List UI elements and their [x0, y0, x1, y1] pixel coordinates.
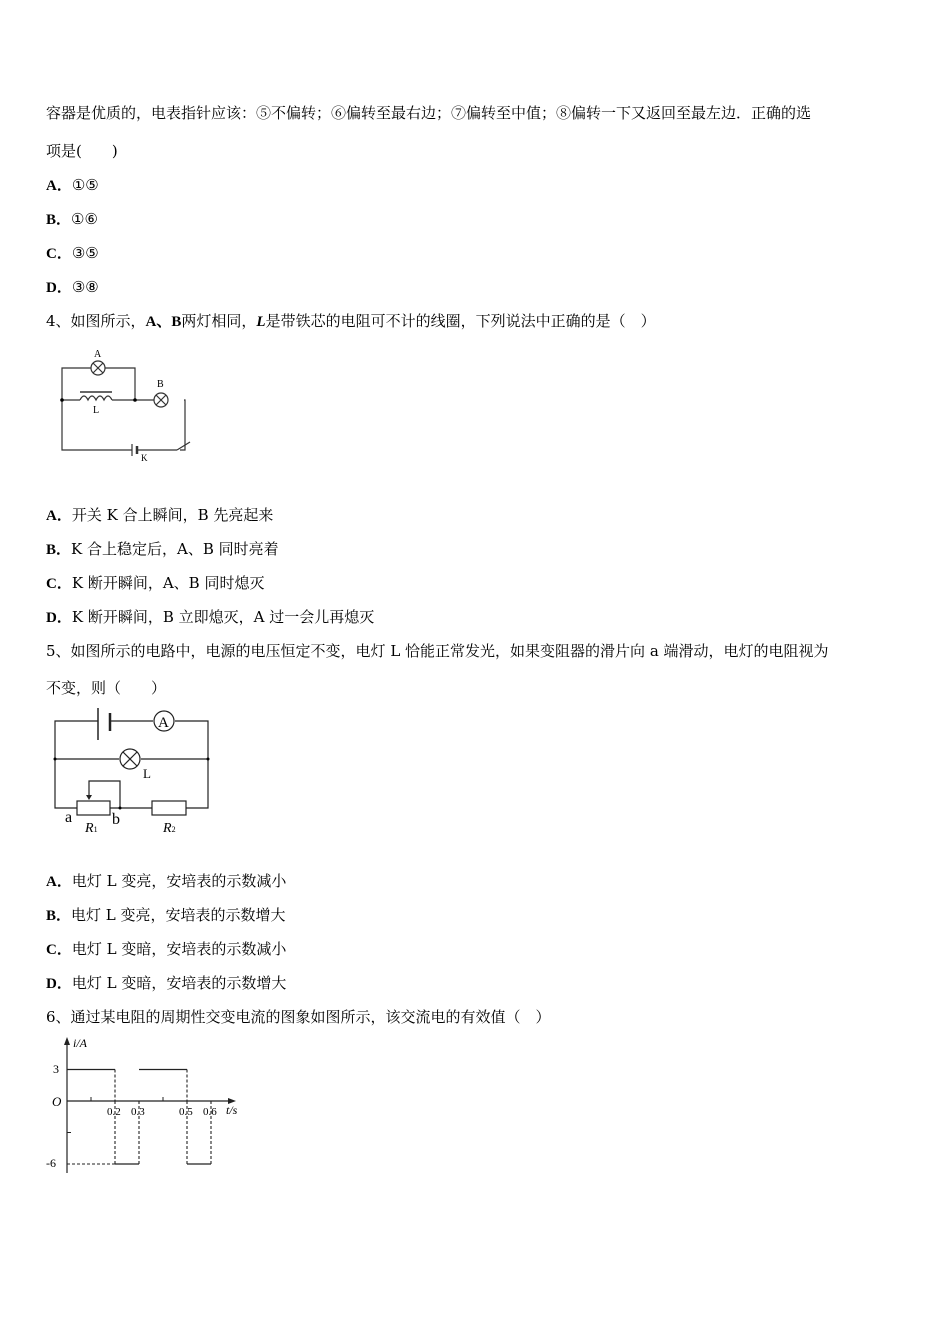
q5-option-d[interactable]: [46, 972, 286, 993]
q4-circuit-diagram: [40, 340, 200, 470]
r1-subscript: 1: [93, 825, 98, 834]
option-label: D．: [46, 610, 72, 626]
q6-stem: 6、通过某电阻的周期性交变电流的图象如图所示，该交流电的有效值（ ）: [46, 1008, 551, 1026]
option-text: ①⑤: [71, 176, 99, 194]
end-b-label: b: [112, 811, 120, 828]
option-label: A．: [46, 874, 72, 890]
r2-subscript: 2: [171, 825, 176, 834]
y-tick-neg6: -6: [46, 1156, 56, 1170]
r1-symbol: R: [85, 821, 94, 836]
option-label: C．: [46, 246, 72, 262]
option-label: C．: [46, 942, 72, 958]
option-label: D．: [46, 976, 72, 992]
x-tick-0.2: 0.2: [107, 1106, 121, 1118]
r1-label: [84, 821, 98, 836]
option-text: ①⑥: [71, 210, 98, 228]
x-axis-label: t/s: [226, 1103, 238, 1117]
q4-option-a[interactable]: [46, 504, 273, 525]
q4-option-d[interactable]: [46, 606, 374, 627]
r2-label: [162, 821, 176, 836]
q5-option-c[interactable]: [46, 938, 286, 959]
option-text: ③⑤: [71, 244, 99, 262]
option-text: K 断开瞬间，B 立即熄灭，A 过一会儿再熄灭: [71, 608, 375, 626]
q5-option-b[interactable]: [46, 904, 286, 925]
q5-stem-end: 不变，则（ ）: [46, 679, 167, 697]
lamp-a-label: A: [94, 349, 102, 360]
option-label: D．: [46, 280, 72, 296]
y-axis-arrow: [64, 1037, 70, 1045]
q4-stem-part: L: [256, 314, 266, 330]
option-label: B．: [46, 908, 72, 924]
q4-stem-part: A、B: [145, 314, 182, 330]
option-text: 电灯 L 变亮，安培表的示数减小: [71, 872, 287, 890]
option-label: B．: [46, 542, 72, 558]
q4-option-b[interactable]: [46, 538, 279, 559]
q3-option-d[interactable]: [46, 276, 99, 297]
q6-current-graph: [40, 1035, 260, 1175]
q4-stem: [46, 310, 656, 331]
q3-option-a[interactable]: [46, 174, 99, 195]
option-text: K 合上稳定后，A、B 同时亮着: [71, 540, 279, 558]
y-tick-3: 3: [53, 1062, 59, 1076]
lamp-b-label: B: [157, 379, 164, 390]
r2-symbol: R: [163, 821, 172, 836]
q3-stem-continued: 容器是优质的，电表指针应该：⑤不偏转；⑥偏转至最右边；⑦偏转至中值；⑧偏转一下又返回至最左边．正确的选: [46, 104, 812, 122]
q3-stem-end: 项是( ): [46, 142, 118, 160]
option-label: A．: [46, 508, 72, 524]
end-a-label: a: [65, 809, 73, 826]
q4-stem-part: 是带铁芯的电阻可不计的线圈，下列说法中正确的是（ ）: [265, 312, 656, 330]
option-text: 电灯 L 变暗，安培表的示数增大: [71, 974, 287, 992]
x-tick-0.6: 0.6: [203, 1106, 217, 1118]
q3-option-c[interactable]: [46, 242, 99, 263]
q5-circuit-diagram: [40, 700, 230, 840]
option-text: ③⑧: [71, 278, 99, 296]
q4-stem-part: 4、如图所示，: [46, 312, 146, 330]
q5-stem: 5、如图所示的电路中，电源的电压恒定不变，电灯 L 恰能正常发光，如果变阻器的滑片向 a 端滑动，电灯的电阻视为: [46, 642, 829, 660]
switch-label: K: [141, 453, 148, 463]
option-label: B．: [46, 212, 72, 228]
ammeter-label: A: [158, 715, 169, 731]
lamp-label: L: [143, 766, 151, 781]
option-text: 电灯 L 变暗，安培表的示数减小: [71, 940, 287, 958]
option-label: C．: [46, 576, 72, 592]
coil-label: L: [93, 405, 100, 416]
option-label: A．: [46, 178, 72, 194]
q5-option-a[interactable]: [46, 870, 286, 891]
origin-label: O: [52, 1094, 62, 1109]
q4-option-c[interactable]: [46, 572, 264, 593]
option-text: K 断开瞬间，A、B 同时熄灭: [71, 574, 265, 592]
option-text: 开关 K 合上瞬间，B 先亮起来: [71, 506, 274, 524]
x-tick-0.5: 0.5: [179, 1106, 193, 1118]
x-tick-0.3: 0.3: [131, 1106, 145, 1118]
q4-stem-part: 两灯相同，: [181, 312, 257, 330]
y-axis-label: i/A: [73, 1036, 87, 1050]
option-text: 电灯 L 变亮，安培表的示数增大: [71, 906, 286, 924]
q3-option-b[interactable]: [46, 208, 98, 229]
